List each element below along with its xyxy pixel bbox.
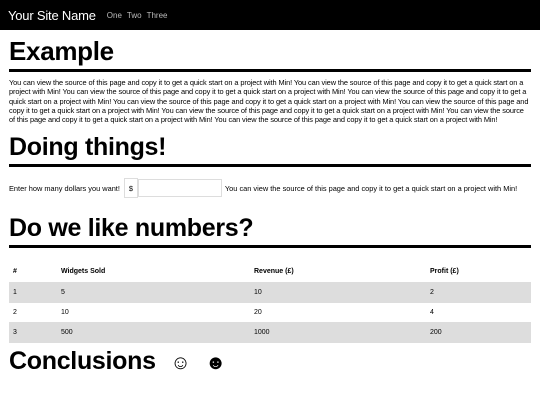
nav-link-two[interactable]: Two [126,10,142,20]
column-header-widgets: Widgets Sold [57,260,250,283]
column-header-profit: Profit (£) [426,260,531,283]
heading-numbers: Do we like numbers? [9,211,531,248]
table-cell: 200 [426,323,531,343]
table-cell: 20 [250,303,426,323]
top-navbar [0,0,540,30]
column-header-revenue: Revenue (£) [250,260,426,283]
dollar-form [9,177,531,199]
table-cell: 1 [9,283,57,303]
dollar-input-label: Enter how many dollars you want! [9,183,120,193]
black-smiley-face-icon: ☻ [205,352,226,375]
table-cell: 2 [426,283,531,303]
dollar-amount-input[interactable] [138,179,222,197]
table-header-row [9,260,531,283]
table-cell: 2 [9,303,57,323]
smiley-face-icon: ☺ [170,352,191,375]
numbers-table [9,260,531,343]
table-cell: 500 [57,323,250,343]
table-cell: 5 [57,283,250,303]
table-row [9,283,531,303]
site-brand-link[interactable]: Your Site Name [8,7,96,23]
table-cell: 10 [250,283,426,303]
table-cell: 10 [57,303,250,323]
table-cell: 1000 [250,323,426,343]
table-cell: 4 [426,303,531,323]
heading-doing-things: Doing things! [9,130,531,167]
column-header-number: # [9,260,57,283]
conclusions-title: Conclusions [9,347,156,376]
table-cell: 3 [9,323,57,343]
table-row [9,303,531,323]
heading-example: Example [9,30,531,72]
main-content [0,30,540,378]
nav-link-one[interactable]: One [106,10,122,20]
example-paragraph: You can view the source of this page and copy it to get a quick start on a project with Min! You can view the source of this page and copy it to get a quick start on a project with Min! You can view the source of this page and copy it to get a quick start on a project with Min! You can view the source of this page and copy it to get a quick start on a project with Min! You can view the source of this page and copy it to get a quick start on a project with Min! You can view the source of this page and copy it to get a quick start on a project with Min! You can view the source of this page and copy it to get a quick start on a project with Min! You can view the source of this page and copy it to get a quick start on a project with Min! You can view the source of this page and copy it to get a quick start on a project with Min! [9,78,529,125]
dollar-help-text: You can view the source of this page and copy it to get a quick start on a project with Min! [224,183,518,193]
heading-conclusions [9,343,531,378]
currency-addon: $ [124,178,138,198]
nav-link-three[interactable]: Three [146,10,168,20]
table-row [9,323,531,343]
